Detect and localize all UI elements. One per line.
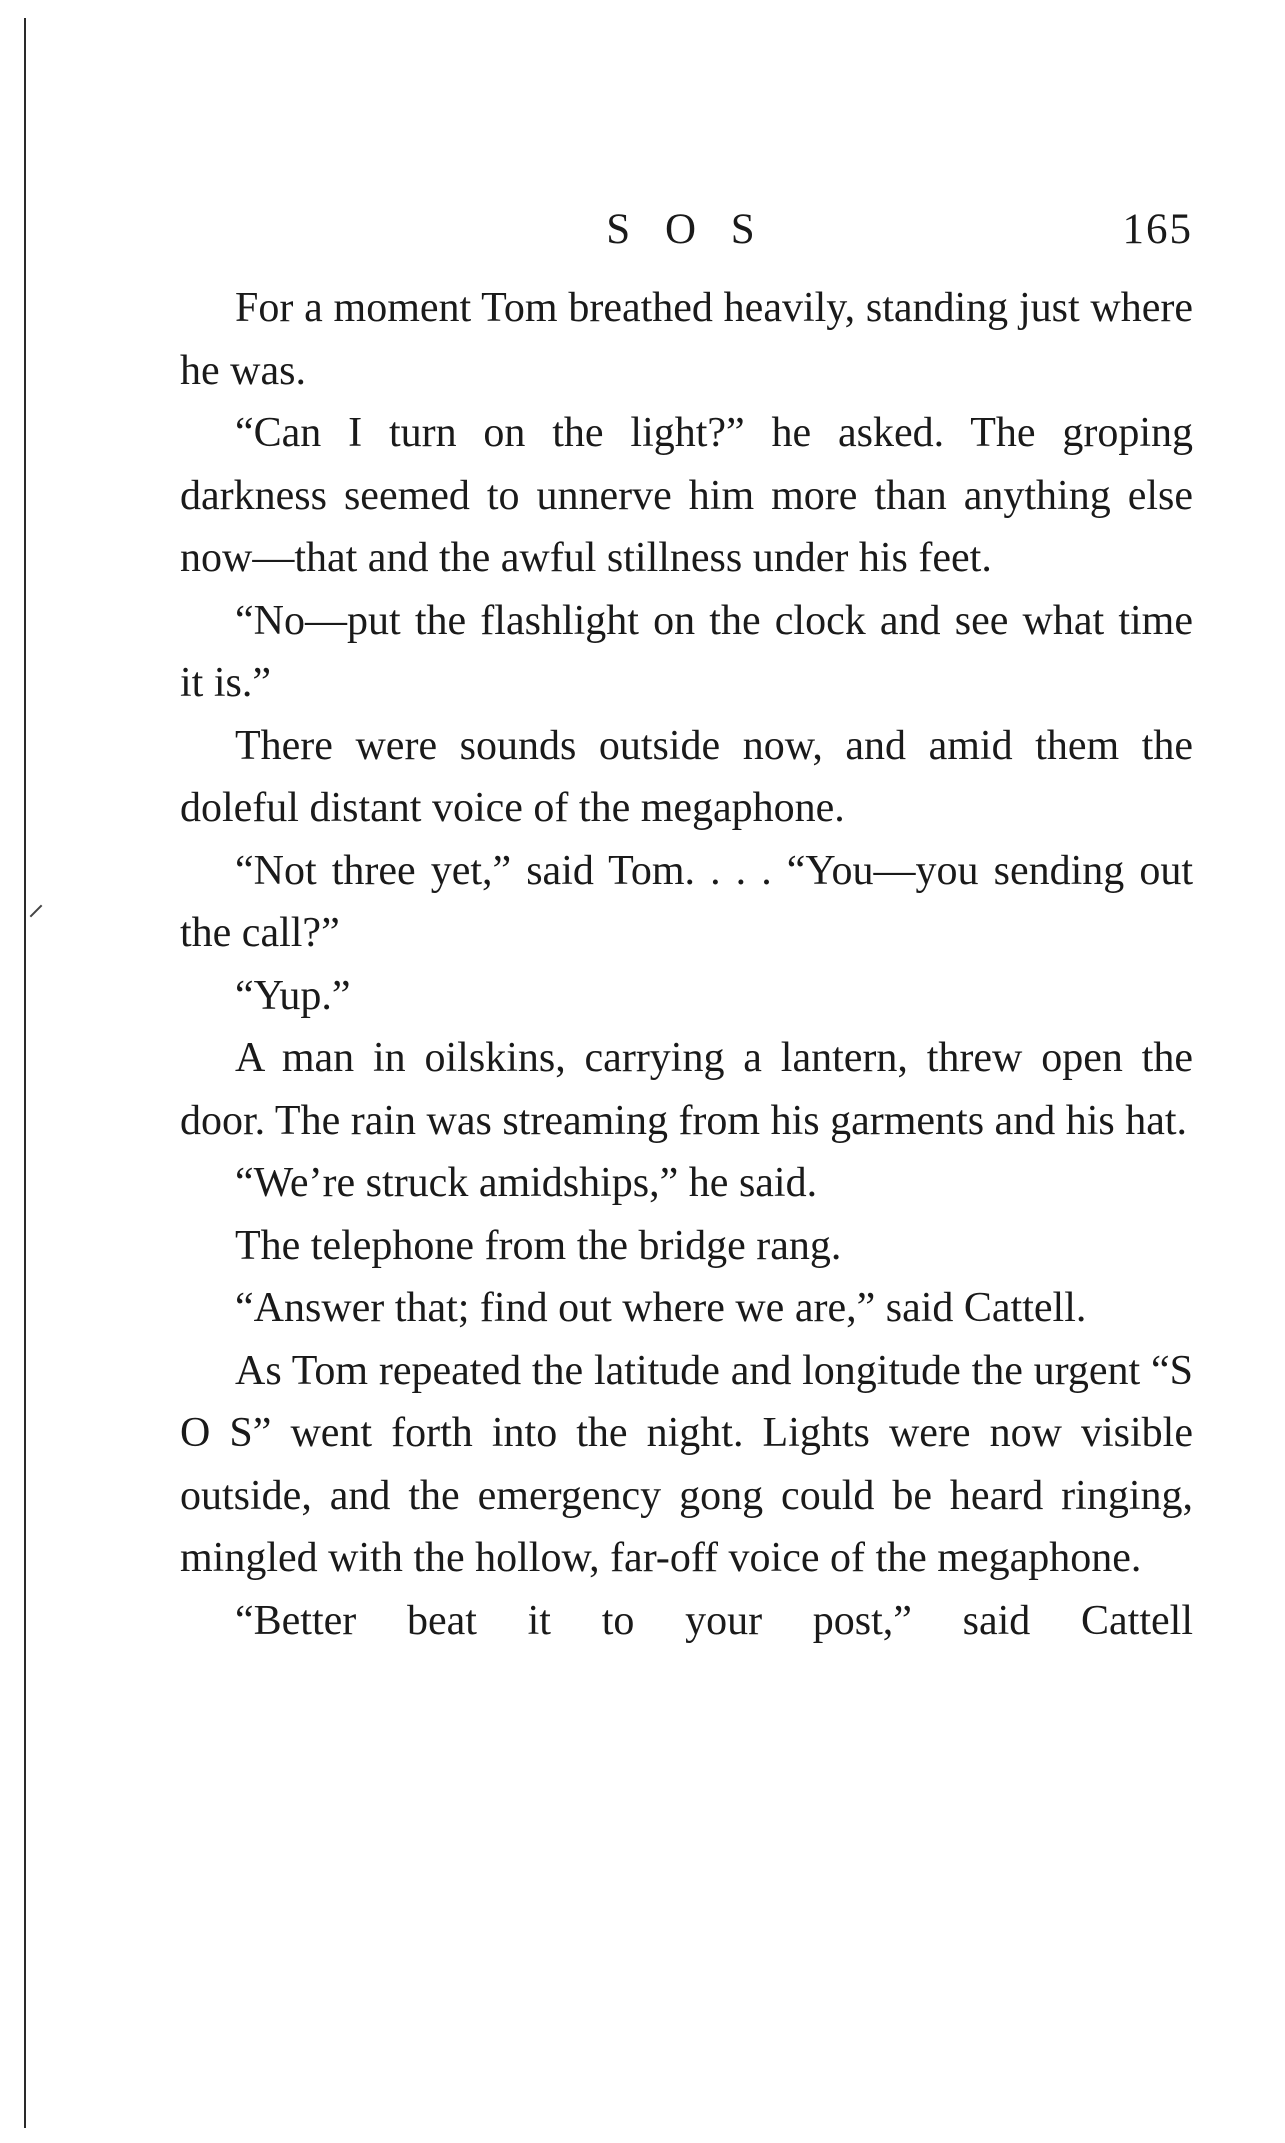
page-body-text: [180, 277, 1193, 1652]
page-number: 165: [1122, 206, 1193, 253]
paragraph: For a moment Tom breathed heavily, standing just where he was.: [180, 285, 1193, 394]
margin-mark: [30, 905, 43, 918]
paragraph: There were sounds outside now, and amid them the doleful distant voice of the megaphone.: [180, 722, 1193, 831]
paragraph: As Tom repeated the latitude and longitude the urgent “S O S” went forth into the night. Lights were now visible outside, and the emergency gong could be heard ringing, mingled with the hollow, far-off voice of the megaphone.: [180, 1347, 1193, 1581]
paragraph: “Not three yet,” said Tom. . . . “You—you sending out the call?”: [180, 847, 1193, 956]
running-head: S O S: [606, 206, 767, 253]
paragraph: “No—put the flashlight on the clock and see what time it is.”: [180, 597, 1193, 706]
paragraph: A man in oilskins, carrying a lantern, threw open the door. The rain was streaming from his garments and his hat.: [180, 1035, 1193, 1144]
paragraph: “Better beat it to your post,” said Cattell: [235, 1597, 1193, 1644]
paragraph: “Can I turn on the light?” he asked. The groping darkness seemed to unnerve him more than anything else now—that and the awful stillness under his feet.: [180, 410, 1193, 581]
paragraph: “Answer that; find out where we are,” said Cattell.: [235, 1285, 1087, 1331]
binding-edge-line: [24, 18, 26, 2128]
paragraph: The telephone from the bridge rang.: [235, 1222, 842, 1269]
paragraph: “We’re struck amidships,” he said.: [235, 1160, 818, 1206]
paragraph: “Yup.”: [235, 972, 351, 1019]
page-header: [180, 200, 1193, 260]
